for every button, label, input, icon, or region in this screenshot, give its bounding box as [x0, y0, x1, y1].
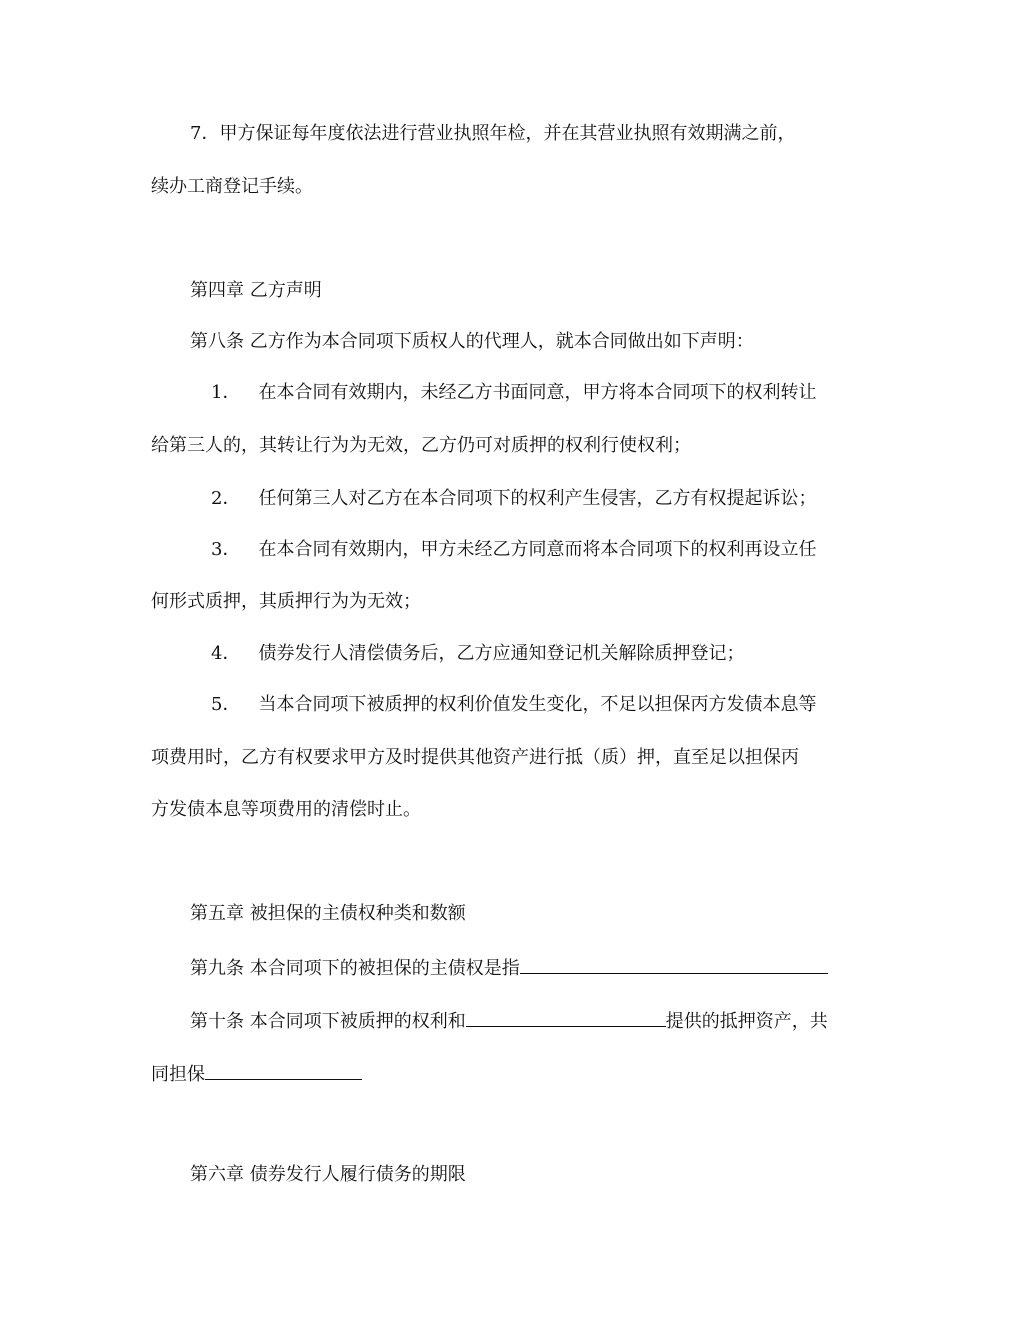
item-3-number: 3．: [211, 539, 241, 560]
item-2-number: 2．: [211, 488, 241, 509]
chapter-5-title: 第五章 被担保的主债权种类和数额: [190, 903, 466, 924]
item-2-text: 任何第三人对乙方在本合同项下的权利产生侵害，乙方有权提起诉讼；: [258, 488, 817, 509]
item-1-line-2: 给第三人的，其转让行为为无效，乙方仍可对质押的权利行使权利；: [151, 435, 691, 456]
article-10-line-2: [151, 1059, 881, 1087]
item-5-line-3: 方发债本息等项费用的清偿时止。: [151, 799, 421, 820]
item-2-line-1: [211, 487, 941, 511]
item-1-text: 在本合同有效期内，未经乙方书面同意，甲方将本合同项下的权利转让: [258, 382, 817, 403]
item-3-line-2: 何形式质押，其质押行为为无效；: [151, 591, 421, 612]
clause-7-text: 7．甲方保证每年度依法进行营业执照年检，并在其营业执照有效期满之前，: [190, 123, 796, 144]
item-1-number: 1．: [211, 382, 241, 403]
chapter-4-title: 第四章 乙方声明: [190, 280, 322, 301]
article-10-blank-field-2[interactable]: [205, 1059, 362, 1080]
item-5-number: 5．: [211, 694, 241, 715]
item-4-line-1: [211, 642, 941, 666]
article-10-text-3: 同担保: [151, 1064, 205, 1085]
item-1-line-1: [211, 381, 941, 405]
article-10-line-1: [190, 1006, 920, 1034]
item-5-line-1: [211, 693, 941, 717]
clause-7-line-1: [190, 122, 920, 146]
item-3-text: 在本合同有效期内，甲方未经乙方同意而将本合同项下的权利再设立任: [258, 539, 817, 560]
item-5-text: 当本合同项下被质押的权利价值发生变化，不足以担保丙方发债本息等: [258, 694, 817, 715]
article-10-text-2: 提供的抵押资产，共: [665, 1011, 828, 1032]
article-10-text-1: 第十条 本合同项下被质押的权利和: [190, 1011, 466, 1032]
item-4-number: 4．: [211, 643, 241, 664]
article-8: 第八条 乙方作为本合同项下质权人的代理人，就本合同做出如下声明：: [190, 331, 754, 352]
item-5-line-2: 项费用时，乙方有权要求甲方及时提供其他资产进行抵（质）押，直至足以担保丙: [151, 747, 799, 768]
article-9-text: 第九条 本合同项下的被担保的主债权是指: [190, 958, 520, 979]
article-9: [190, 953, 920, 981]
chapter-6-title: 第六章 债券发行人履行债务的期限: [190, 1164, 466, 1185]
item-3-line-1: [211, 538, 941, 562]
article-10-blank-field-1[interactable]: [466, 1006, 666, 1027]
item-4-text: 债券发行人清偿债务后，乙方应通知登记机关解除质押登记；: [258, 643, 745, 664]
clause-7-line-2: 续办工商登记手续。: [151, 176, 313, 197]
article-9-blank-field[interactable]: [520, 953, 828, 974]
